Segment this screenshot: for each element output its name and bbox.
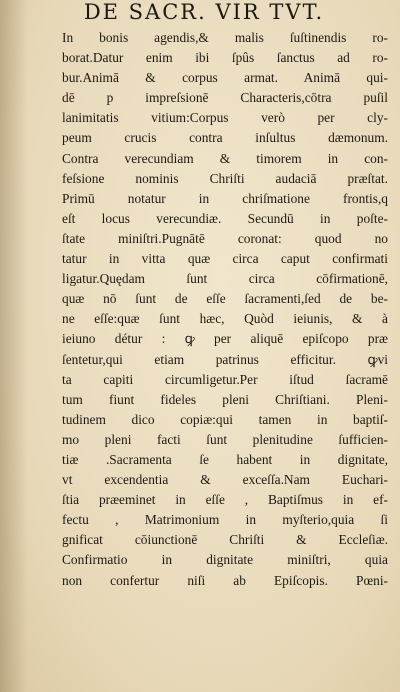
text-line: dē p impreſsionē Characteris,cōtra puſil (62, 90, 388, 106)
text-line: bur.Animā & corpus armat. Animā qui- (62, 70, 388, 86)
body-text (62, 28, 388, 591)
text-line: ta capiti circumligetur.Per iſtud ſacramē (62, 371, 388, 387)
text-line: fectu , Matrimonium in myſterio,quia ſi (62, 512, 388, 528)
text-line: peum crucis contra inſultus dæmonum. (62, 130, 388, 146)
text-line: eſt locus verecundiæ. Secundū in poſte- (62, 210, 388, 226)
text-line: non confertur niſi ab Epiſcopis. Pœni- (62, 572, 388, 588)
text-line: In bonis agendis,& malis ſuſtinendis ro- (62, 30, 388, 45)
text-line: borat.Datur enim ibi ſpûs ſanctus ad ro- (62, 50, 388, 66)
text-line: lanimitatis vitium:Corpus verò per cly- (62, 110, 388, 126)
text-line: gnificat cōiunctionē Chriſti & Eccleſiæ. (62, 532, 388, 548)
text-line: ligatur.Quędam ſunt circa cōfirmationē, (62, 271, 388, 287)
text-line: Confirmatio in dignitate miniſtri, quia (62, 552, 388, 568)
running-head: DE SACR. VIR TVT. (83, 0, 325, 24)
text-line: vt excendentia & exceſſa.Nam Euchari- (62, 472, 388, 488)
text-line: ieiuno détur : ꝙ per aliquē epiſcopo præ (62, 331, 388, 347)
text-line: tiæ .Sacramenta ſe habent in dignitate, (62, 451, 388, 467)
text-line: quæ nō ſunt de eſſe ſacramenti,ſed de be- (62, 291, 388, 307)
text-line: feſsione nominis Chriſti audaciā præſtat. (62, 170, 388, 186)
text-line: Primū notatur in chriſmatione frontis,q (62, 190, 388, 206)
text-line: tum fiunt fideles pleni Chriſtiani. Pleni- (62, 391, 388, 407)
text-line: tatur in vitta quæ circa caput confirmati (62, 251, 388, 267)
text-line: mo pleni facti ſunt plenitudine ſufficien- (62, 431, 388, 447)
text-line: tudinem dico copiæ:qui tamen in baptiſ- (62, 411, 388, 427)
text-line: Contra verecundiam & timorem in con- (62, 150, 388, 166)
text-line: ſtia præeminet in eſſe , Baptiſmus in ef- (62, 492, 388, 508)
text-line: ſtate miniſtri.Pugnātē coronat: quod no (62, 230, 388, 246)
text-line: ne eſſe:quæ ſunt hæc, Quòd ieiunis, & à (62, 311, 388, 327)
text-line: ſentetur,qui etiam patrinus efficitur. ꝙvi (62, 351, 388, 367)
gutter-shadow (0, 0, 28, 692)
